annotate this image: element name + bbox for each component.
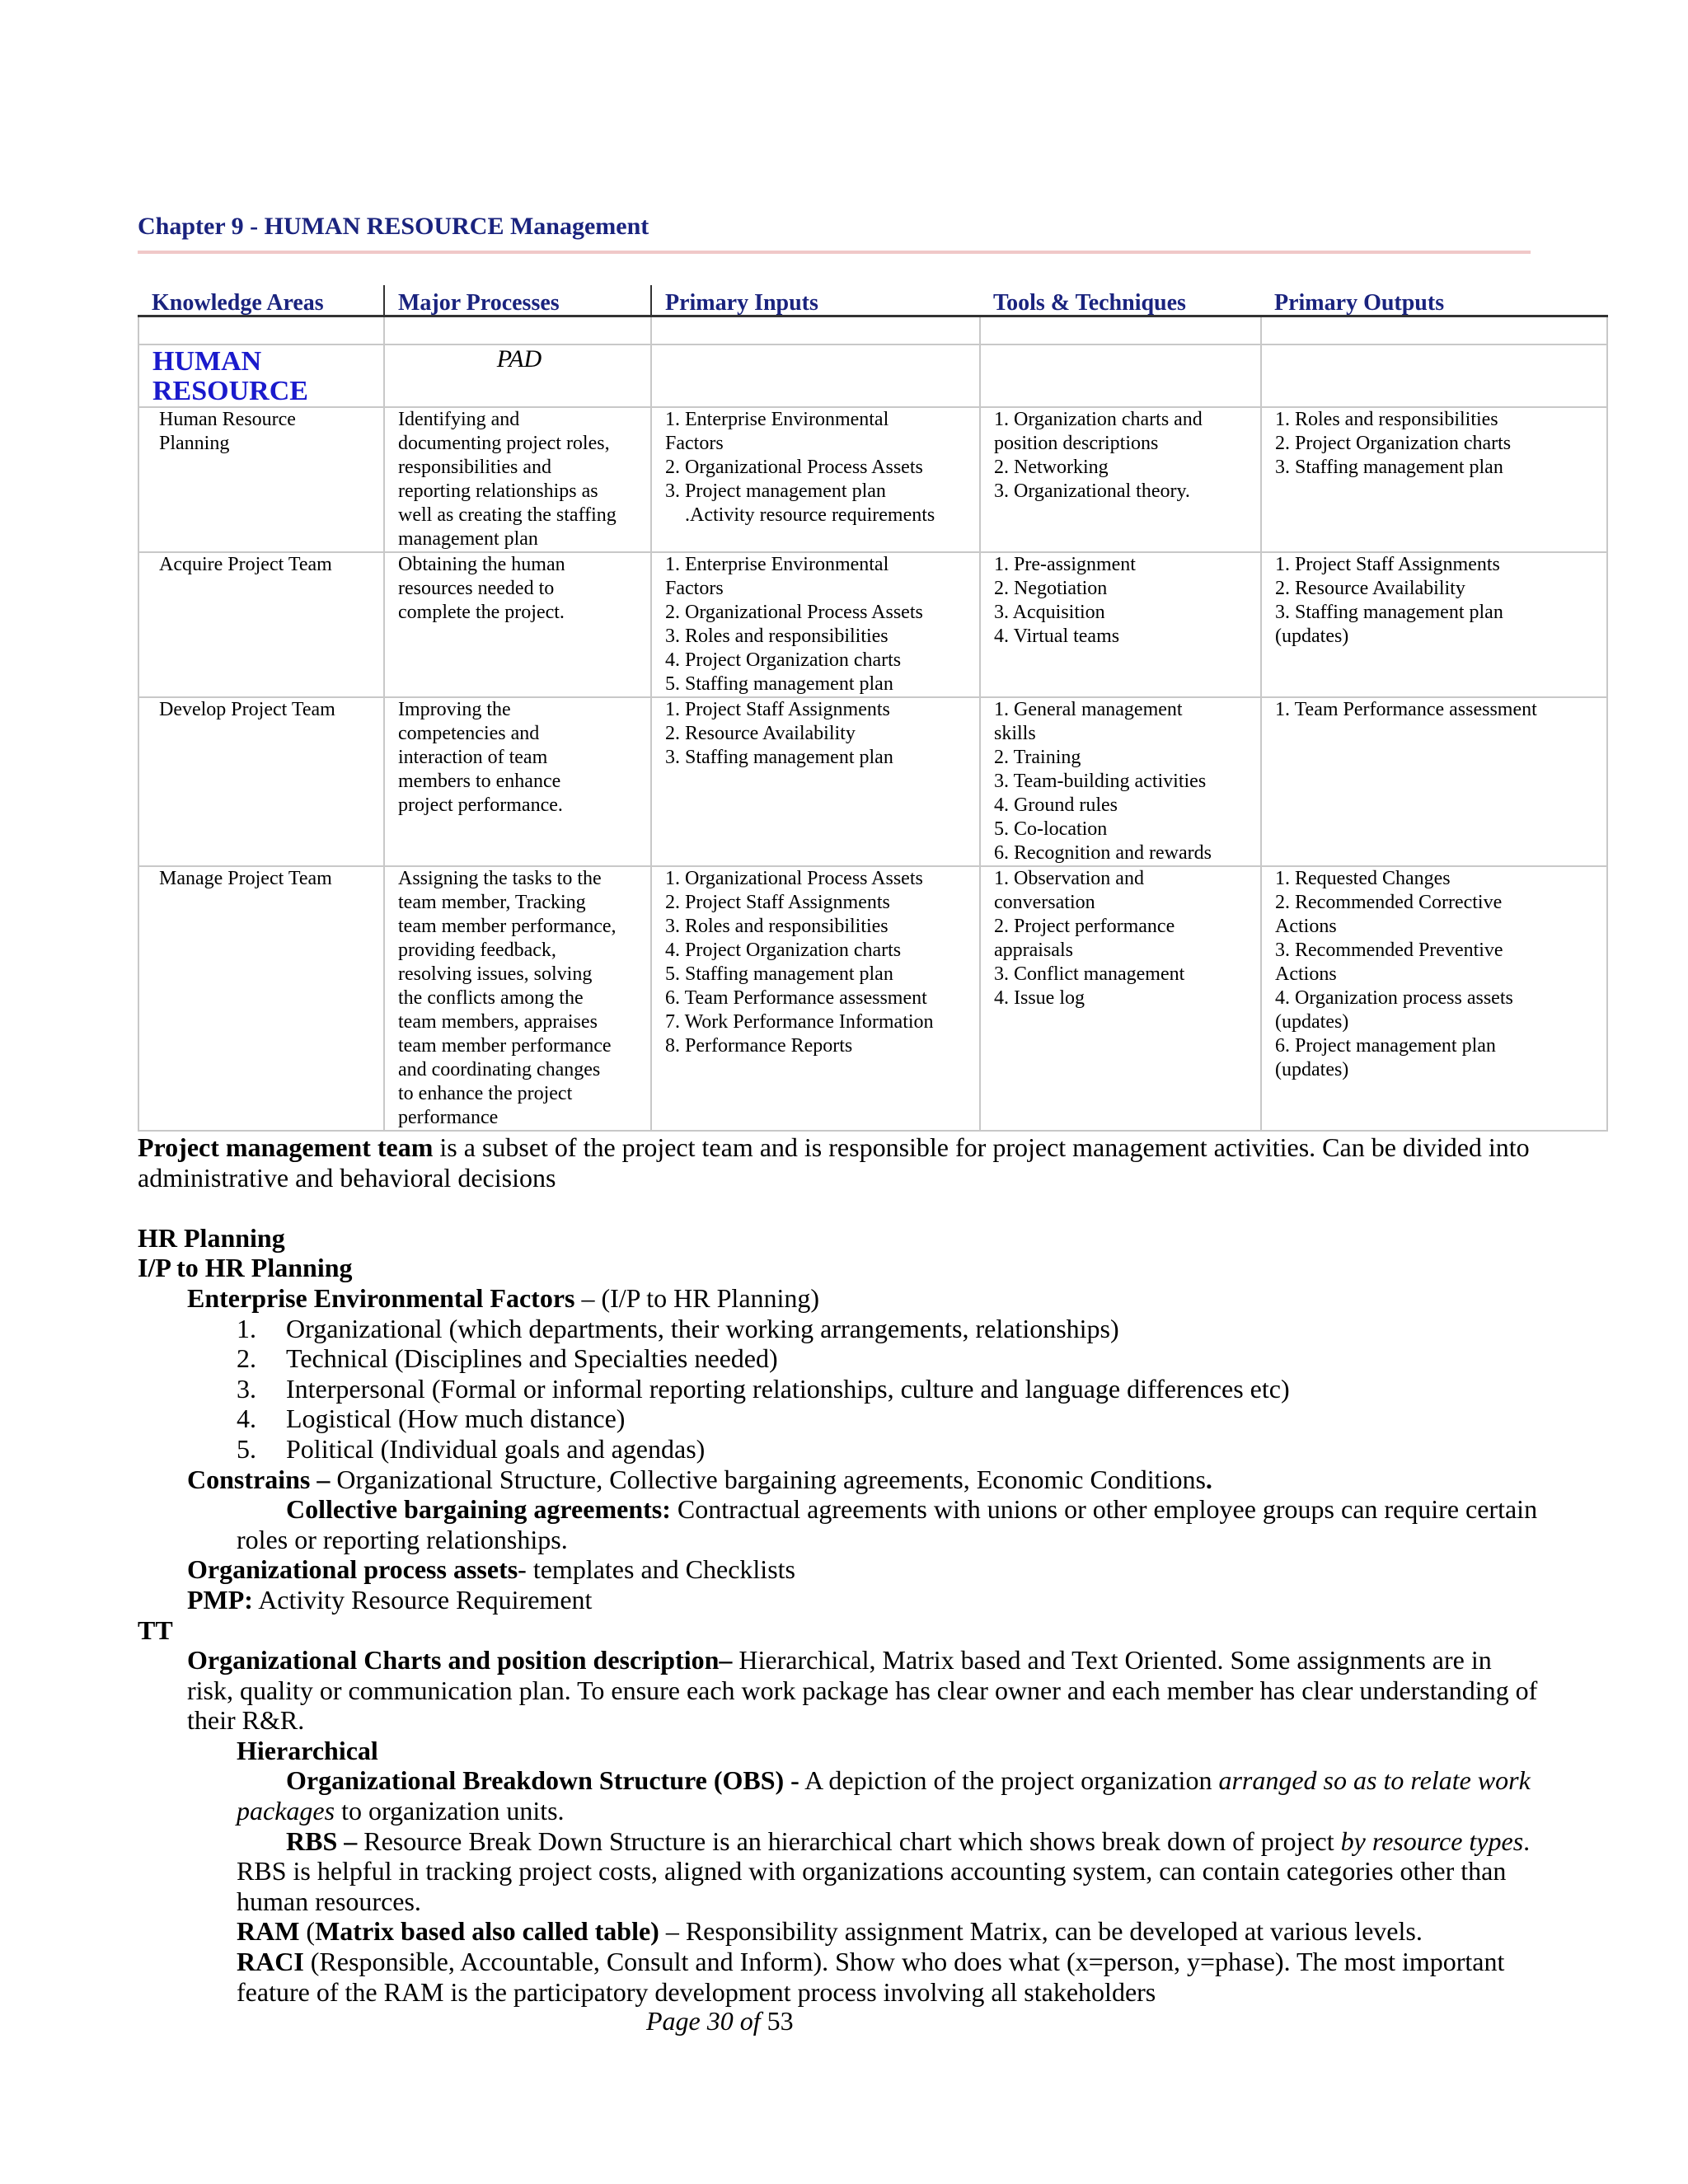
process-inputs: 1. Enterprise Environmental Factors 2. Organizational Process Assets 3. Project management plan .Activity resource requirements [665,409,935,526]
page-label: Page 30 of [646,2006,761,2036]
process-tools: 1. Observation and conversation 2. Project performance appraisals 3. Conflict management 4. Issue log [994,868,1185,1009]
page-total: 53 [760,2006,794,2036]
knowledge-area-heading-row [138,344,1607,407]
process-tools: 1. General management skills 2. Training 3. Team-building activities 4. Ground rules 5. Co-location 6. Recognition and rewards [994,699,1212,864]
process-outputs: 1. Team Performance assessment [1275,699,1537,720]
process-outputs: 1. Project Staff Assignments 2. Resource Availability 3. Staffing management plan (updates) [1275,554,1503,647]
process-name: Manage Project Team [159,868,332,889]
ka-title-line1: HUMAN [152,346,262,377]
process-name: Acquire Project Team [159,554,332,575]
process-name: Develop Project Team [159,699,335,720]
header-primary-inputs: Primary Inputs [651,285,980,316]
pmt-paragraph: Project management team is a subset of the project team and is responsible for project management activities. Can be divided into administrative and behavioral decisions [138,1132,1530,1193]
header-tools-techniques: Tools & Techniques [993,290,1186,316]
process-outputs: 1. Roles and responsibilities 2. Project Organization charts 3. Staffing management plan [1275,409,1512,478]
table-row [138,866,1607,1131]
list-item: 2. Technical (Disciplines and Specialties needed) [237,1343,778,1374]
process-description: Assigning the tasks to the team member, Tracking team member performance, providing feedback, resolving issues, solving the conflicts among the team members, appraises team member performance and coordinating changes to enhance the project performance [398,868,617,1128]
process-inputs: 1. Project Staff Assignments 2. Resource Availability 3. Staffing management plan [665,699,893,768]
table-row [138,552,1607,697]
pad-label: PAD [496,345,542,373]
eef-line: Enterprise Environmental Factors – (I/P to HR Planning) [187,1282,820,1313]
ram-paragraph: RAM (Matrix based also called table) – Responsibility assignment Matrix, can be developed at various levels. [237,1916,1423,1947]
rbs-paragraph: RBS – Resource Break Down Structure is an hierarchical chart which shows break down of project by resource types. RBS is helpful in tracking project costs, aligned with organizations accounting system, can contain categories other than human resources. [237,1825,1531,1916]
process-outputs: 1. Requested Changes 2. Recommended Corrective Actions 3. Recommended Preventive Actions 4. Organization process assets (updates) 6. Project management plan (updates) [1275,868,1513,1080]
process-description: Improving the competencies and interaction of team members to enhance project performance. [398,699,563,816]
body-text [138,1132,1539,2007]
table-spacer-row [138,316,1607,345]
page-footer [646,2006,794,2036]
tt-heading: TT [138,1615,173,1645]
obs-paragraph: Organizational Breakdown Structure (OBS) - A depiction of the project organization arranged so as to relate work packages to organization units. [237,1765,1531,1826]
table-row [138,407,1607,552]
table-row [138,697,1607,866]
process-description: Obtaining the human resources needed to complete the project. [398,554,565,623]
table-header-row [138,285,1607,316]
hierarchical-heading: Hierarchical [237,1735,378,1765]
process-inputs: 1. Organizational Process Assets 2. Project Staff Assignments 3. Roles and responsibilities 4. Project Organization charts 5. Staffing management plan 6. Team Performance assessment 7. Work Performance Information 8. Performance Reports [665,868,934,1057]
knowledge-area-title [138,344,384,407]
org-charts-paragraph: Organizational Charts and position description– Hierarchical, Matrix based and Text Oriented. Some assignments are in risk, quality or communication plan. To ensure each work package has clear owner and each member has clear understanding of their R&R. [187,1645,1538,1736]
ka-title-line2: RESOURCE [152,376,308,406]
opa-line: Organizational process assets- templates and Checklists [187,1554,795,1585]
list-item: 5. Political (Individual goals and agendas) [237,1433,706,1464]
process-description: Identifying and documenting project roles, responsibilities and reporting relationships as well as creating the staffing management plan [398,409,617,550]
list-item: 4. Logistical (How much distance) [237,1404,626,1434]
process-tools: 1. Organization charts and position descriptions 2. Networking 3. Organizational theory. [994,409,1203,502]
cba-paragraph: Collective bargaining agreements: Contractual agreements with unions or other employee groups can require certain roles or reporting relationships. [237,1494,1538,1554]
list-item: 1. Organizational (which departments, their working arrangements, relationships) [237,1313,1119,1343]
chapter-title: Chapter 9 - HUMAN RESOURCE Management [138,213,1531,254]
process-name: Human Resource Planning [159,409,296,454]
pmp-line: PMP: Activity Resource Requirement [187,1584,593,1615]
hr-planning-heading: HR Planning [138,1222,285,1253]
header-knowledge-areas: Knowledge Areas [152,290,324,316]
constrains-line: Constrains – Organizational Structure, Collective bargaining agreements, Economic Conditions. [187,1464,1212,1494]
header-major-processes: Major Processes [384,285,651,316]
eef-list [138,1314,1539,1465]
process-inputs: 1. Enterprise Environmental Factors 2. Organizational Process Assets 3. Roles and responsibilities 4. Project Organization charts 5. Staffing management plan [665,554,923,695]
ip-hr-planning-heading: I/P to HR Planning [138,1253,353,1283]
list-item: 3. Interpersonal (Formal or informal reporting relationships, culture and language differences etc) [237,1373,1290,1404]
header-primary-outputs: Primary Outputs [1274,290,1445,316]
process-tools: 1. Pre-assignment 2. Negotiation 3. Acquisition 4. Virtual teams [994,554,1136,647]
knowledge-area-table [138,285,1608,1132]
raci-paragraph: RACI (Responsible, Accountable, Consult and Inform). Show who does what (x=person, y=phase). The most important feature of the RAM is the participatory development process involving all stakeholders [237,1947,1505,2007]
